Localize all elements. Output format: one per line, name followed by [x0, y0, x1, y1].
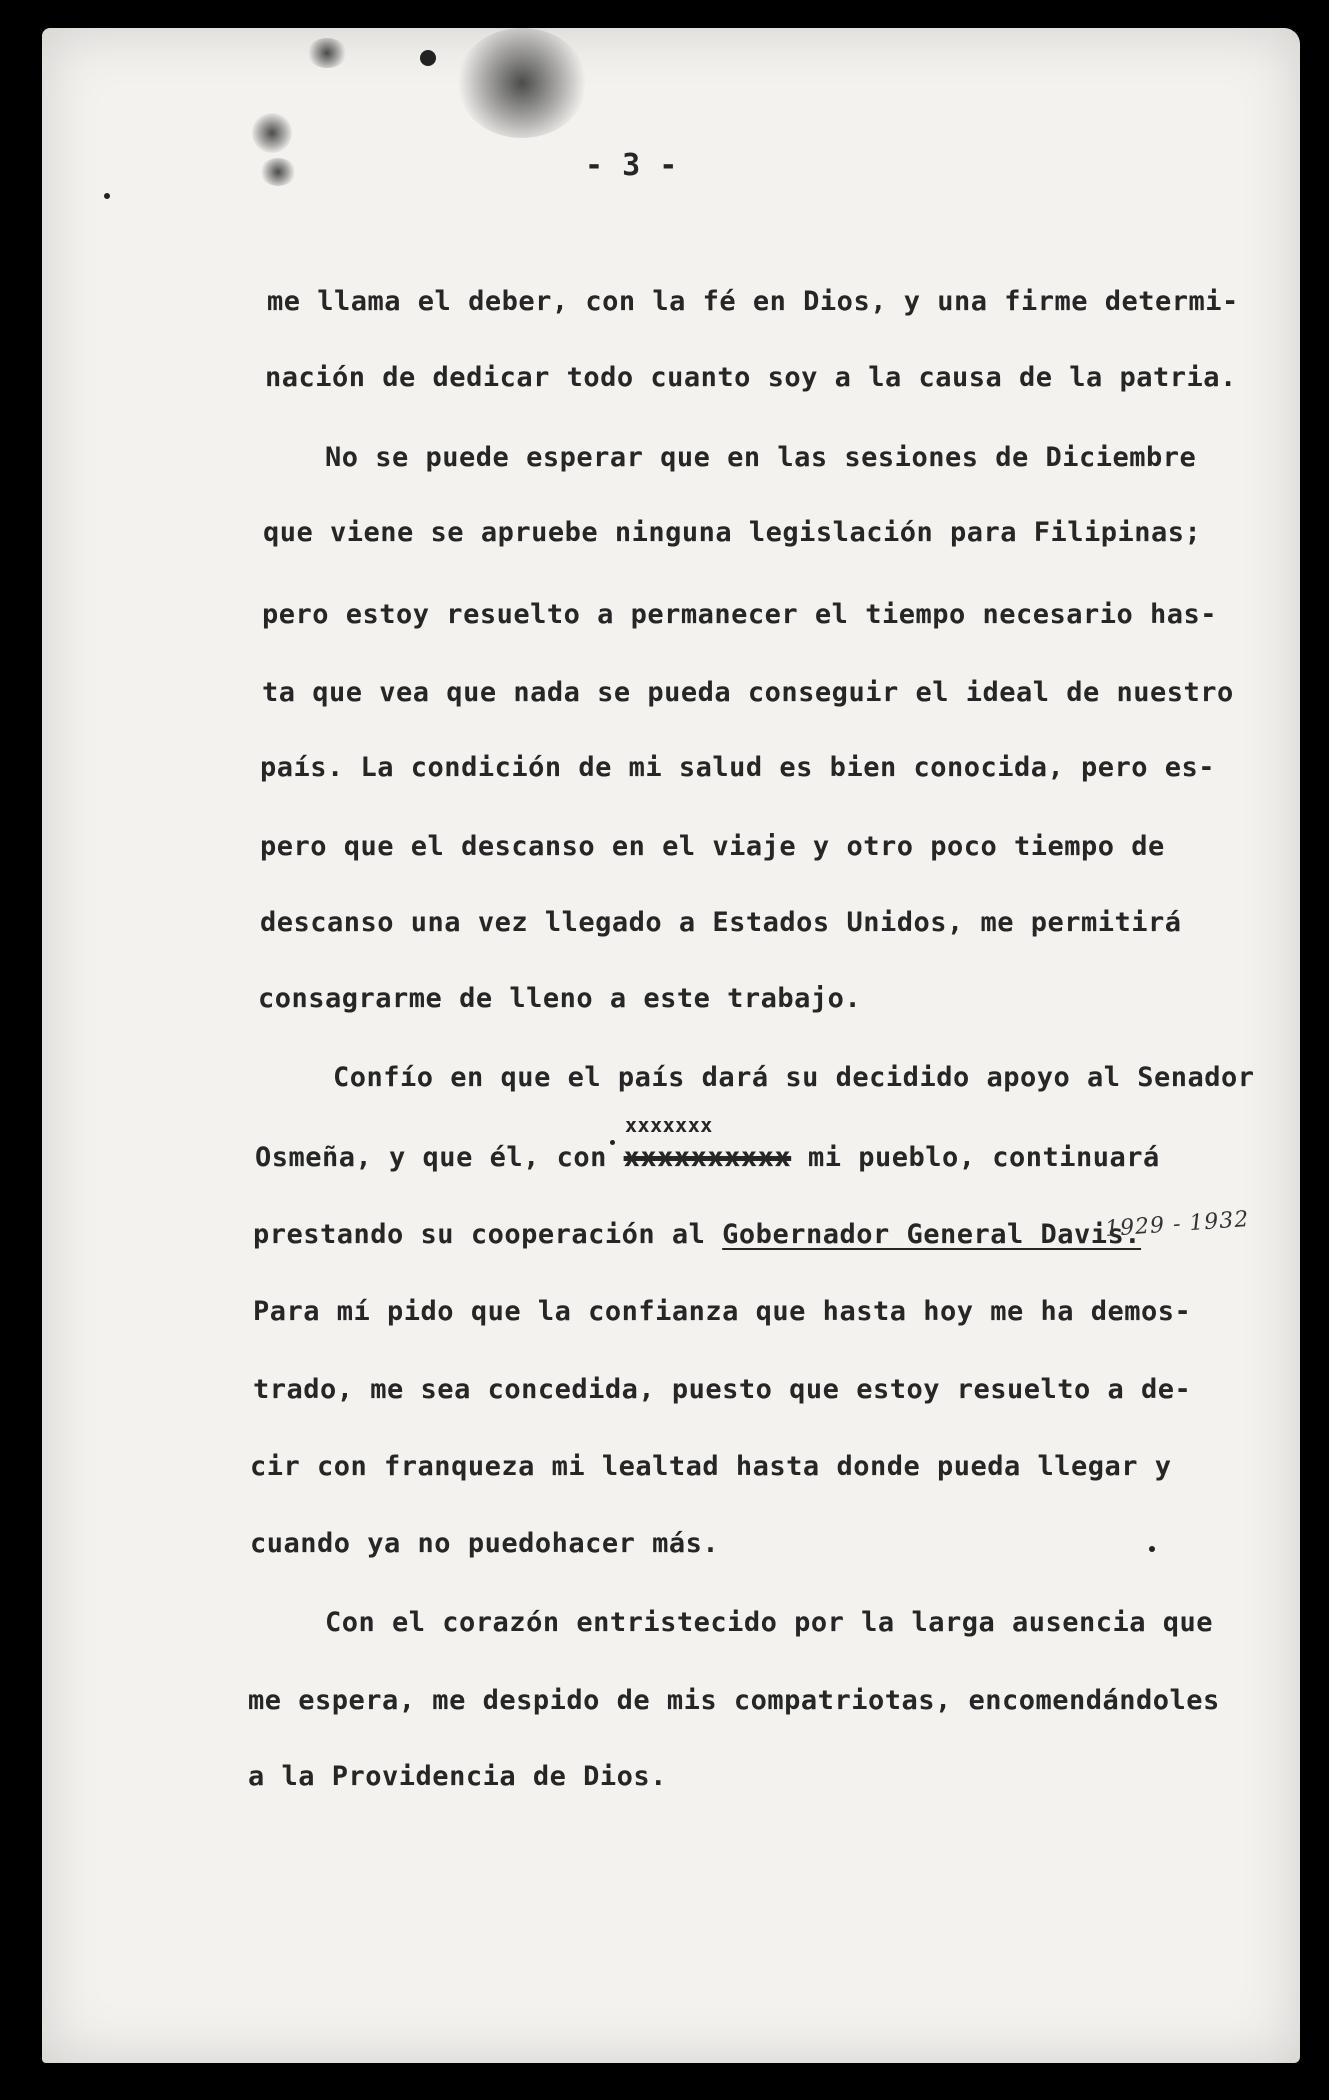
text-line [333, 1058, 1255, 1098]
ink-speck [104, 193, 110, 199]
handwritten-note: 1929 - 1932 [1104, 1206, 1251, 1243]
line-text: a la Providencia de Dios. [248, 1761, 667, 1792]
ink-stain [260, 158, 296, 186]
text-line [250, 1447, 1172, 1487]
ink-speck [1149, 1546, 1155, 1552]
line-text: país. La condición de mi salud es bien conocida, pero es- [260, 752, 1216, 783]
text-line [250, 1524, 719, 1564]
line-text: que viene se apruebe ninguna legislación para Filipinas; [263, 517, 1202, 548]
line-text: pero que el descanso en el viaje y otro poco tiempo de [260, 831, 1165, 862]
line-text: nación de dedicar todo cuanto soy a la causa de la patria. [265, 362, 1237, 393]
ink-stain [457, 28, 587, 138]
text-line [325, 438, 1196, 478]
line-text: prestando su cooperación al [253, 1219, 706, 1250]
text-line [253, 1370, 1191, 1410]
line-text: cir con franqueza mi lealtad hasta donde pueda llegar y [250, 1451, 1172, 1482]
line-text: consagrarme de lleno a este trabajo. [258, 983, 862, 1014]
line-text: Osmeña, y que él, con xxxxxxxxxx mi pueblo, continuará [255, 1142, 1160, 1173]
line-text: Para mí pido que la confianza que hasta hoy me ha demos- [253, 1296, 1192, 1327]
text-line [260, 748, 1215, 788]
text-line [258, 979, 861, 1019]
document-page [42, 28, 1300, 2063]
text-line [248, 1757, 667, 1797]
text-line [253, 1292, 1191, 1332]
line-text: ta que vea que nada se pueda conseguir el ideal de nuestro [262, 677, 1234, 708]
text-line [263, 513, 1201, 553]
text-line [265, 358, 1237, 398]
line-text: pero estoy resuelto a permanecer el tiempo necesario has- [262, 599, 1218, 630]
text-line [260, 903, 1182, 943]
line-text: Confío en que el país dará su decidido apoyo al Senador [333, 1062, 1255, 1093]
line-text: me llama el deber, con la fé en Dios, y una firme determi- [267, 286, 1239, 317]
line-text: descanso una vez llegado a Estados Unidos, me permitirá [260, 907, 1182, 938]
ink-stain [307, 38, 347, 68]
text-line [325, 1603, 1213, 1643]
ink-stain [252, 113, 292, 153]
typed-insertion: xxxxxxx [625, 1113, 713, 1137]
text-line [253, 1215, 1141, 1255]
text-line [262, 673, 1234, 713]
ink-speck [420, 50, 436, 66]
page-number: - 3 - [585, 148, 678, 183]
underlined-name: Gobernador General Davis. [722, 1219, 1142, 1250]
line-text: cuando ya no puedohacer más. [250, 1528, 720, 1559]
line-text: No se puede esperar que en las sesiones de Diciembre [325, 442, 1197, 473]
text-line [260, 827, 1165, 867]
line-text: me espera, me despido de mis compatriotas, encomendándoles [248, 1685, 1220, 1716]
text-line [255, 1138, 1160, 1178]
line-text: Con el corazón entristecido por la larga ausencia que [325, 1607, 1214, 1638]
text-line [248, 1681, 1220, 1721]
text-line [267, 282, 1239, 322]
struck-out-text: xxxxxxxxxx [623, 1142, 792, 1173]
text-line [262, 595, 1217, 635]
line-text: trado, me sea concedida, puesto que estoy resuelto a de- [253, 1374, 1192, 1405]
